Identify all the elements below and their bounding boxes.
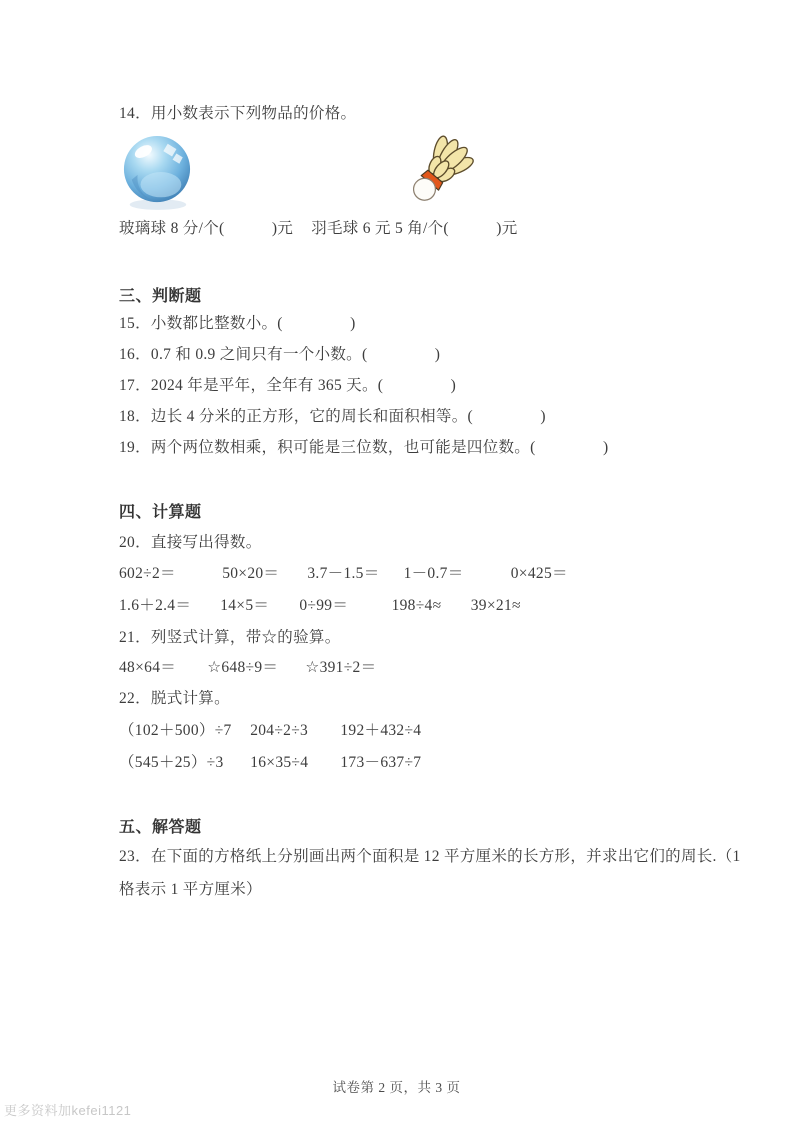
question-21-label: 21．列竖式计算，带☆的验算。 [119, 629, 341, 646]
question-14-images [122, 130, 679, 212]
glass-marble-icon [122, 133, 192, 216]
question-23-line-1: 23．在下面的方格纸上分别画出两个面积是 12 平方厘米的长方形，并求出它们的周长.（1 [119, 848, 741, 865]
equation: 16×35÷4 [250, 754, 309, 771]
equation: 39×21≈ [470, 597, 521, 614]
section-5-title: 五、解答题 [119, 819, 202, 836]
equation: （102＋500）÷7 [119, 722, 232, 739]
question-23-line-2: 格表示 1 平方厘米） [119, 881, 262, 898]
equation: 198÷4≈ [391, 597, 442, 614]
equation: 50×20＝ [222, 565, 280, 582]
question-14-label: 14．用小数表示下列物品的价格。 [119, 105, 357, 122]
shuttlecock-price-caption: 羽毛球 6 元 5 角/个( )元 [311, 220, 518, 237]
judgment-question-15: 15．小数都比整数小。( ) [119, 315, 356, 332]
equation: 1－0.7＝ [403, 565, 464, 582]
equation: （545＋25）÷3 [119, 754, 224, 771]
equation: ☆648÷9＝ [207, 659, 279, 676]
equation: 173－637÷7 [340, 754, 422, 771]
question-14-answer-line [119, 219, 679, 239]
equation: 3.7－1.5＝ [307, 565, 380, 582]
equation: 14×5＝ [220, 597, 270, 614]
equation: 0×425＝ [510, 565, 568, 582]
page-number-footer: 试卷第 2 页，共 3 页 [332, 1080, 461, 1095]
judgment-question-19: 19．两个两位数相乘，积可能是三位数，也可能是四位数。( ) [119, 439, 609, 456]
marble-price-caption: 玻璃球 8 分/个( )元 [119, 220, 294, 237]
page-content [119, 0, 741, 900]
equation: 48×64＝ [119, 659, 177, 676]
vertical-calculation-row [119, 658, 679, 678]
equation: 192＋432÷4 [340, 722, 422, 739]
oral-calculation-row-2 [119, 596, 679, 616]
equation: ☆391÷2＝ [305, 659, 377, 676]
step-calculation-row-1 [119, 721, 679, 741]
judgment-question-17: 17．2024 年是平年，全年有 365 天。( ) [119, 377, 457, 394]
judgment-question-16: 16．0.7 和 0.9 之间只有一个小数。( ) [119, 346, 441, 363]
oral-calculation-row-1 [119, 564, 679, 584]
equation: 0÷99＝ [299, 597, 349, 614]
section-3-title: 三、判断题 [119, 288, 202, 305]
judgment-question-18: 18．边长 4 分米的正方形，它的周长和面积相等。( ) [119, 408, 546, 425]
equation: 602÷2＝ [119, 565, 176, 582]
question-22-label: 22．脱式计算。 [119, 690, 230, 707]
equation: 1.6＋2.4＝ [119, 597, 192, 614]
question-20-label: 20．直接写出得数。 [119, 534, 262, 551]
equation: 204÷2÷3 [250, 722, 309, 739]
watermark-text: 更多资料加kefei1121 [4, 1103, 132, 1118]
shuttlecock-icon [396, 126, 480, 217]
section-4-title: 四、计算题 [119, 504, 202, 521]
step-calculation-row-2 [119, 753, 679, 773]
